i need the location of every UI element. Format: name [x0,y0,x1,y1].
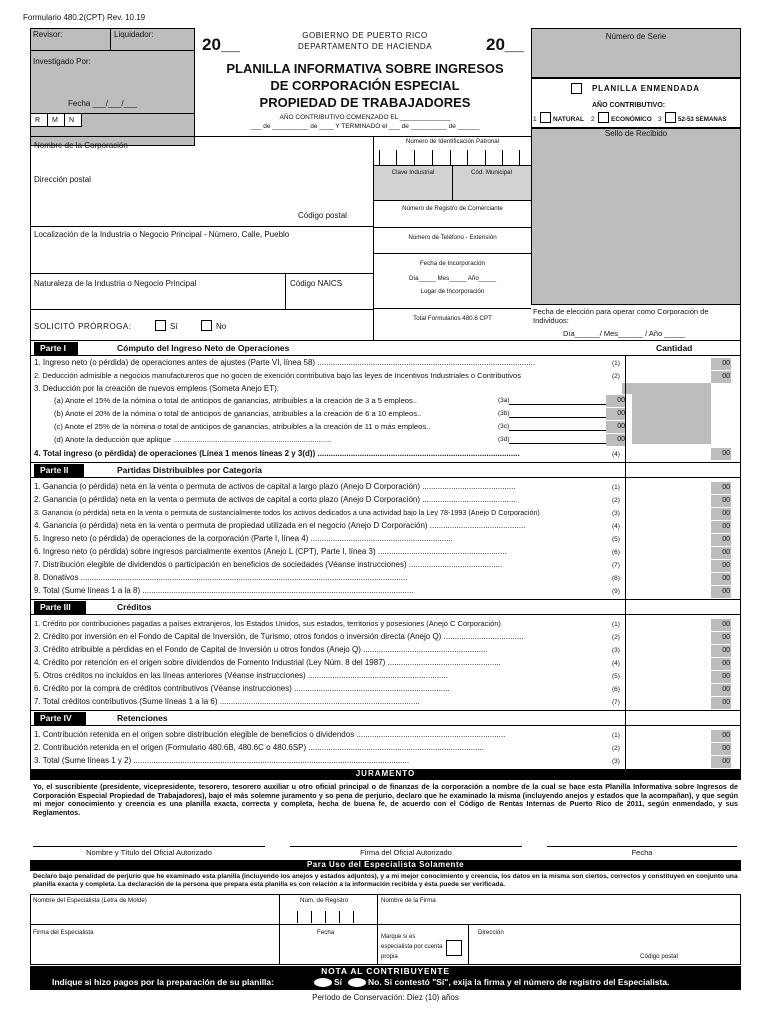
note-yes-label: Sí [334,977,343,987]
p2-amt4[interactable]: 00 [711,521,731,533]
p2-line9: 9. Total (Sume líneas 1 a la 8) .......................................................................................................................... [34,587,414,595]
n-label: N [69,117,75,124]
preparer-reg-label: Núm. de Registro [300,897,349,904]
p3-line6: 6. Crédito por la compra de créditos contributivos (Véanse instrucciones) ...................................................................... [34,685,450,693]
p2-amt6[interactable]: 00 [711,547,731,559]
naics-label: Código NAICS [290,279,343,288]
preparer-text: Declaro bajo penalidad de perjurio que he examinado esta planilla (incluyendo los anejos y estados adjuntos), y a mi mejor conocimiento y creencia, los datos en la misma son ciertos, correctos y constituyen en conjunto una planilla exacta y completa. La declaración de la persona que prepara esta planilla es con relación a la información recibida y ésta puede ser verificada. [33,873,738,888]
part2-label: Parte II [34,464,84,477]
nature-label: Naturaleza de la Industria o Negocio Principal [34,279,197,288]
part4-title: Retenciones [117,713,168,723]
p2-amt8[interactable]: 00 [711,573,731,585]
election-dmy: Día______/ Mes______ / Año _____ [563,329,686,338]
p2-amt3[interactable]: 00 [711,508,731,520]
p1-amt3c[interactable]: 00 [606,421,626,433]
p3-line4: 4. Crédito por retención en el origen sobre dividendos de Fomento Industrial (Ley Núm. 8 del 1987) ................................................... [34,659,501,667]
form-id: Formulario 480.2(CPT) Rev. 10.19 [23,13,146,22]
p1-line1: 1. Ingreso neto (o pérdida) de operaciones antes de ajustes (Parte VI, línea 58) .................................................................................................. [34,359,536,367]
p3-amt5[interactable]: 00 [711,671,731,683]
p3-line7: 7. Total créditos contributivos (Sume líneas 1 a la 6) .......................................................................................... [34,698,420,706]
p3-amt7[interactable]: 00 [711,697,731,709]
part1-title: Cómputo del Ingreso Neto de Operaciones [117,343,290,353]
municipal-code-label: Cód. Municipal [471,169,512,176]
p1-line4: 4. Total ingreso (o pérdida) de operaciones (Línea 1 menos líneas 2 y 3(d)) ........................................................................................... [34,450,520,458]
weeks-checkbox[interactable] [665,112,676,123]
p1-line2: 2. Deducción admisible a negocios manufactureros que no gocen de exención contributiva bajo las leyes de Incentivos Industriales o Contributivos [34,372,521,380]
economico-checkbox[interactable] [598,112,609,123]
p4-amt1[interactable]: 00 [711,730,731,742]
fiscal-line1: AÑO CONTRIBUTIVO COMENZADO EL ______________ [279,114,451,121]
p1-amt4[interactable]: 00 [711,448,731,460]
p1-amt1[interactable]: 00 [711,358,731,370]
p2-amt7[interactable]: 00 [711,560,731,572]
p3-amt2[interactable]: 00 [711,632,731,644]
preparer-date-label: Fecha [317,929,335,936]
part3-label: Parte III [34,601,86,614]
p1-amt3a[interactable]: 00 [606,395,626,407]
p3-amt1[interactable]: 00 [711,619,731,631]
quantity-header: Cantidad [656,343,693,353]
p2-line1: 1. Ganancia (o pérdida) neta en la venta o permuta de activos de capital a largo plazo (Anejo D Corporación) .......................................... [34,483,516,491]
weeks-label: 52-53 SEMANAS [678,116,727,123]
p2-line4: 4. Ganancia (o pérdida) neta en la venta o permuta de propiedad utilizada en el negocio (Anejo D Corporación) ........................................... [34,522,526,530]
preparer-sig-label: Firma del Especialista [33,929,94,936]
incorp-place-label: Lugar de Incorporación [420,288,485,295]
part1-label: Parte I [34,342,78,355]
natural-checkbox[interactable] [540,112,551,123]
gov-line2: DEPARTAMENTO DE HACIENDA [297,42,433,51]
self-employed-checkbox[interactable] [446,940,462,956]
p4-line1: 1. Contribución retenida en el origen sobre distribución elegible de beneficios o dividendos ................................................................... [34,731,506,739]
postal-address-label: Dirección postal [34,175,91,184]
title-line1: PLANILLA INFORMATIVA SOBRE INGRESOS [226,61,504,76]
economico-label: ECONÓMICO [611,116,652,123]
p2-amt5[interactable]: 00 [711,534,731,546]
p2-amt2[interactable]: 00 [711,495,731,507]
self-employed-label: Marque si es especialista por cuenta propia [381,934,443,960]
p1-amt2[interactable]: 00 [711,371,731,383]
firm-name-label: Nombre de la Firma [381,897,436,904]
extension-yes-checkbox[interactable] [155,320,166,331]
p3-line2: 2. Crédito por inversión en el Fondo de Capital de Inversión, de Turismo, otros fondos o inversión directa (Anejo Q) .................................... [34,633,524,641]
fecha-label: Fecha ___/___/___ [68,99,137,108]
note-text2: No. Si contestó "Sí", exija la firma y el número de registro del Especialista. [368,977,670,987]
receipt-stamp-box [531,128,741,305]
p2-amt1[interactable]: 00 [711,482,731,494]
r-label: R [35,117,41,124]
total-forms-label: Total Formularios 480.6 CPT [413,315,492,322]
investigado-label: Investigado Por: [33,57,91,66]
p3-line1: 1. Crédito por contribuciones pagadas a países extranjeros, los Estados Unidos, sus estados, territorios y posesiones (Anejo C Corporación) [34,620,501,628]
sig-firma-label: Firma del Oficial Autorizado [360,848,452,857]
extension-no-checkbox[interactable] [201,320,212,331]
title-line2: DE CORPORACIÓN ESPECIAL [270,78,460,93]
liquidador-label: Liquidador: [114,30,154,39]
ein-label: Número de Identificación Patronal [405,138,500,145]
p1-amt3b[interactable]: 00 [606,408,626,420]
p1-line3: 3. Deducción por la creación de nuevos empleos (Someta Anejo ET): [34,385,280,393]
p4-line2: 2. Contribución retenida en el origen (Formulario 480.6B, 480.6C o 480.6SP) ............................................................................... [34,744,484,752]
receipt-stamp-label: Sello de Recibido [604,129,668,138]
p2-line5: 5. Ingreso neto (o pérdida) de operaciones de la corporación (Parte I, línea 4) ................................................................ [34,535,453,543]
p2-line6: 6. Ingreso neto (o pérdida) sobre ingresos parcialmente exentos (Anejo L (CPT), Parte I, línea 3) .......................................................... [34,548,507,556]
part2-title: Partidas Distribuibles por Categoría [117,465,263,475]
extension-label: SOLICITÓ PRÓRROGA: [34,322,132,331]
p2-line8: 8. Donativos ................................................................................................................................................... [34,574,408,582]
note-yes-oval[interactable] [314,978,332,987]
p2-line7: 7. Distribución elegible de dividendos o participación en beneficios de sociedades (Véanse instrucciones) .......................................... [34,561,503,569]
note-title: NOTA AL CONTRIBUYENTE [321,966,450,976]
note-no-oval[interactable] [348,978,366,987]
amended-label: PLANILLA ENMENDADA [592,84,700,93]
p4-amt2[interactable]: 00 [711,743,731,755]
incorp-dmy: Día_____ Mes_____ Año_____ [408,275,497,282]
p4-line3: 3. Total (Sume líneas 1 y 2) ............................................................................................................................ [34,757,410,765]
zip-label: Código postal [298,211,347,220]
p2-amt9[interactable]: 00 [711,586,731,598]
preparer-zip-label: Código postal [640,953,678,960]
p2-line2: 2. Ganancia (o pérdida) neta en la venta o permuta de activos de capital a corto plazo (Anejo D Corporación) .......................................... [34,496,516,504]
natural-label: NATURAL [553,116,584,123]
p1-line3d: (d) Anote la deducción que aplique ........................................................................... [54,436,332,444]
sig-fecha-label: Fecha [631,848,653,857]
amended-checkbox[interactable] [571,83,582,94]
title-line3: PROPIEDAD DE TRABAJADORES [259,95,471,110]
gov-line1: GOBIERNO DE PUERTO RICO [302,31,428,40]
corp-name-label: Nombre de la Corporación [34,141,128,150]
p2-line3: 3. Ganancia (o pérdida) neta en la venta o permuta de sustancialmente todos los activos dedicados a una actividad bajo la Ley 78-1993 (Anejo D Corporación) [34,509,540,517]
revisor-label: Revisor: [33,30,63,39]
preparer-title: Para Uso del Especialista Solamente [30,860,741,871]
preparer-address-label: Dirección [478,929,504,936]
preparer-name-label: Nombre del Especialista (Letra de Molde) [33,897,147,904]
serial-label: Número de Serie [605,32,667,41]
phone-label: Número de Teléfono - Extensión [408,234,497,241]
industrial-key-label: Clave Industrial [391,169,435,176]
year-left: 20__ [202,35,240,54]
merchant-reg-label: Número de Registro de Comerciante [402,205,503,212]
tax-year-label: AÑO CONTRIBUTIVO: [592,102,666,109]
m-label: M [52,117,58,124]
p1-line3b: (b) Anote el 20% de la nómina o total de anticipos de ganancias, atribuibles a la creación de 6 a 10 empleos.. [54,410,422,418]
p3-line3: 3. Crédito atribuible a pérdidas en el Fondo de Capital de Inversión u otros fondos (Anejo Q) ........................................................ [34,646,488,654]
fiscal-line2: ___ de __________ de ____ Y TERMINADO el ___ de __________ de ______ [250,123,480,130]
p3-line5: 5. Otros créditos no incluidos en las líneas anteriores (Véanse instrucciones) ............................................................... [34,672,448,680]
location-label: Localización de la Industria o Negocio Principal - Número, Calle, Pueblo [34,230,290,239]
p1-line3c: (c) Anote el 25% de la nómina o total de anticipos de ganancias, atribuibles a la creación de 11 o más empleos.. [54,423,431,431]
office-use-box [30,28,195,146]
part3-title: Créditos [117,602,152,612]
p3-amt4[interactable]: 00 [711,658,731,670]
part4-label: Parte IV [34,712,86,725]
p3-amt6[interactable]: 00 [711,684,731,696]
oath-text: Yo, el suscribiente (presidente, vicepresidente, tesorero, tesorero auxiliar u otro oficial principal o de finanzas de la corporación a nombre de la cual se hace esta Planilla Informativa sobre Ingresos de Corporación Especial Propiedad de Trabajadores), bajo el más solemne juramento y so pena de perjurio, declaro que he examinado la misma (incluyendo anejos y estados que la acompañan), y que según mi mejor conocimiento y creencia es una planilla exacta, correcta y completa, hecha de buena fe, de acuerdo con el Código de Rentas Internas de Puerto Rico de 2011, según enmendado, y sus Reglamentos. [33,782,738,817]
retention-period: Período de Conservación: Diez (10) años [312,993,459,1002]
sig-name-label: Nombre y Título del Oficial Autorizado [86,848,212,857]
incorp-date-label: Fecha de Incorporación [419,260,485,267]
p1-line3a: (a) Anote el 15% de la nómina o total de anticipos de ganancias, atribuibles a la creación de 3 a 5 empleos.. [54,397,418,405]
year-right: 20__ [486,35,524,54]
election-label: Fecha de elección para operar como Corporación de Individuos: [533,307,709,325]
note-text1: Indique si hizo pagos por la preparación de su planilla: [52,977,274,987]
p1-amt3d[interactable]: 00 [606,434,626,446]
oath-title: JURAMENTO [30,769,741,780]
p3-amt3[interactable]: 00 [711,645,731,657]
p4-amt3[interactable]: 00 [711,756,731,768]
